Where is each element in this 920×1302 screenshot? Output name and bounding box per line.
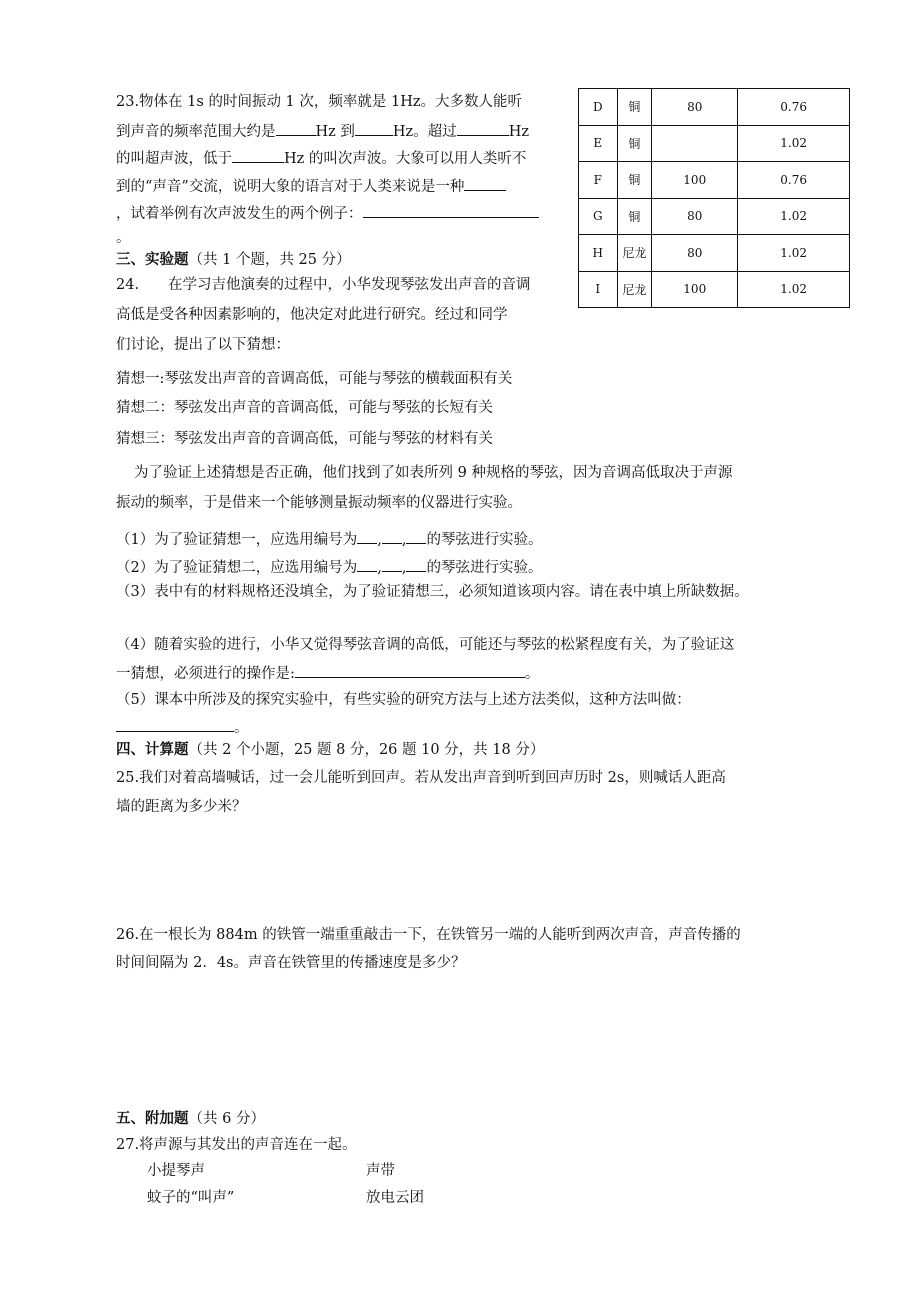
q24-sub2-blank-2[interactable] (382, 556, 402, 572)
q24-sub4-blank[interactable] (295, 662, 525, 678)
q25-line1: 25.我们对着高墙喊话，过一会儿能听到回声。若从发出声音到听到回声历时 2s，则喊话人距高 (116, 770, 726, 786)
table-cell-area: 1.02 (738, 198, 850, 235)
q24-text: （2）为了验证猜想二，应选用编号为 (116, 560, 358, 576)
q24-guess2: 猜想二：琴弦发出声音的音调高低，可能与琴弦的长短有关 (116, 400, 493, 416)
q23-text: 的叫超声波，低于 (116, 151, 232, 167)
q24-sub2-blank-1[interactable] (357, 556, 377, 572)
q23-blank-examples[interactable] (363, 202, 539, 218)
table-cell-length-empty[interactable] (652, 125, 738, 162)
table-cell-material: 尼龙 (617, 235, 652, 272)
q23-line5 (116, 202, 539, 224)
table-row (579, 235, 850, 272)
table-cell-material: 尼龙 (617, 271, 652, 308)
section-title: 三、实验题 (116, 251, 189, 268)
comma: , (401, 532, 407, 548)
q24-sub4-line1: （4）随着实验的进行，小华又觉得琴弦音调的高低，可能还与琴弦的松紧程度有关，为了验证这 (116, 637, 735, 653)
table-cell-id: I (579, 271, 618, 308)
q24-text: 的琴弦进行实验。 (426, 560, 543, 576)
q24-line3: 们讨论，提出了以下猜想： (116, 337, 290, 353)
q24-text: 的琴弦进行实验。 (426, 532, 543, 548)
q27-source-1: 小提琴声 (147, 1163, 205, 1179)
q23-line3 (116, 147, 526, 169)
q24-text: 。 (524, 666, 540, 682)
q24-guess1: 猜想一:琴弦发出声音的音调高低，可能与琴弦的横载面积有关 (116, 371, 513, 387)
table-cell-length: 80 (652, 235, 738, 272)
q23-text: ，试着举例有次声波发生的两个例子： (116, 206, 363, 222)
table-cell-area: 1.02 (738, 235, 850, 272)
q23-blank-infrasound[interactable] (232, 147, 284, 163)
table-cell-area: 1.02 (738, 125, 850, 162)
q24-sub1-blank-3[interactable] (406, 528, 426, 544)
q23-line4 (116, 175, 506, 197)
table-cell-length: 100 (652, 271, 738, 308)
table-cell-material: 铜 (617, 198, 652, 235)
q24-sub5-line2 (116, 716, 249, 738)
q23-line1: 23.物体在 1s 的时间振动 1 次，频率就是 1Hz。大多数人能听 (116, 94, 523, 110)
q24-para-line2: 振动的频率，于是借来一个能够测量振动频率的仪器进行实验。 (116, 495, 522, 511)
section-note: （共 1 个题，共 25 分） (188, 252, 351, 268)
q24-para-line1: 为了验证上述猜想是否正确，他们找到了如表所列 9 种规格的琴弦，因为音调高低取决于声源 (134, 465, 733, 481)
table-cell-area: 0.76 (738, 89, 850, 126)
section-5-heading (116, 1109, 265, 1129)
q24-guess3: 猜想三：琴弦发出声音的音调高低，可能与琴弦的材料有关 (116, 431, 493, 447)
string-spec-table (578, 88, 850, 308)
q24-text: 。 (234, 720, 249, 736)
q24-sub5-blank[interactable] (116, 716, 234, 732)
q24-sub2-blank-3[interactable] (406, 556, 426, 572)
table-cell-length: 80 (652, 198, 738, 235)
q24-line2: 高低是受各种因素影响的，他决定对此进行研究。经过和同学 (116, 307, 508, 323)
table-cell-id: F (579, 162, 618, 199)
q26-line1: 26.在一根长为 884m 的铁管一端重重敲击一下，在铁管另一端的人能听到两次声音，声音传播的 (116, 927, 741, 943)
table-row (579, 162, 850, 199)
table-cell-area: 0.76 (738, 162, 850, 199)
q27-sound-2: 放电云团 (366, 1190, 424, 1206)
q23-blank-ultrasound[interactable] (457, 120, 509, 136)
section-3-heading (116, 250, 351, 270)
table-cell-id: H (579, 235, 618, 272)
table-cell-material: 铜 (617, 162, 652, 199)
q23-text: 到的“声音”交流，说明大象的语言对于人类来说是一种 (116, 179, 465, 195)
q23-text: Hz (508, 124, 529, 140)
q24-sub4-line2 (116, 662, 539, 684)
table-cell-material: 铜 (617, 125, 652, 162)
q27-line1: 27.将声源与其发出的声音连在一起。 (116, 1137, 357, 1153)
table-row (579, 89, 850, 126)
q24-sub1-blank-2[interactable] (382, 528, 402, 544)
comma: , (401, 560, 407, 576)
comma: , (377, 560, 382, 576)
table-cell-id: G (579, 198, 618, 235)
section-note: （共 2 个小题，25 题 8 分，26 题 10 分，共 18 分） (188, 742, 545, 758)
q24-sub5-line1: （5）课本中所涉及的探究实验中，有些实验的研究方法与上述方法类似，这种方法叫做： (116, 692, 691, 708)
q24-text: （1）为了验证猜想一，应选用编号为 (116, 532, 358, 548)
table-row (579, 198, 850, 235)
q23-blank-low-freq[interactable] (276, 120, 316, 136)
q23-text: 到声音的频率范围大约是 (116, 124, 276, 140)
table-cell-id: D (579, 89, 618, 126)
table-cell-length: 100 (652, 162, 738, 199)
table-cell-area: 1.02 (738, 271, 850, 308)
q23-text: Hz 的叫次声波。大象可以用人类听不 (284, 151, 527, 167)
q26-line2: 时间间隔为 2．4s。声音在铁管里的传播速度是多少？ (116, 955, 466, 971)
q27-source-2: 蚊子的“叫声” (147, 1190, 235, 1206)
table-row (579, 271, 850, 308)
q24-sub2 (116, 556, 542, 578)
q24-line1: 24. 在学习吉他演奏的过程中，小华发现琴弦发出声音的音调 (116, 277, 531, 293)
q23-blank-high-freq[interactable] (355, 120, 393, 136)
q24-sub3: （3）表中有的材料规格还没填全，为了验证猜想三，必须知道该项内容。请在表中填上所缺数据。 (116, 584, 749, 600)
section-title: 五、附加题 (116, 1110, 189, 1127)
table-row (579, 125, 850, 162)
q24-sub1 (116, 528, 542, 550)
q23-line2 (116, 120, 529, 142)
table-cell-material: 铜 (617, 89, 652, 126)
q23-text: Hz 到 (315, 124, 355, 140)
q24-sub1-blank-1[interactable] (357, 528, 377, 544)
q23-blank-sound-type[interactable] (464, 175, 506, 191)
q23-text: Hz。超过 (392, 124, 457, 140)
q24-text: 一猜想，必须进行的操作是: (116, 666, 295, 682)
section-4-heading (116, 740, 544, 760)
table-cell-length: 80 (652, 89, 738, 126)
section-note: （共 6 分） (188, 1111, 265, 1127)
table-cell-id: E (579, 125, 618, 162)
q27-sound-1: 声带 (366, 1163, 395, 1179)
q23-line6: 。 (116, 230, 131, 246)
section-title: 四、计算题 (116, 741, 189, 758)
q25-line2: 墙的距离为多少米？ (116, 799, 247, 815)
comma: , (377, 532, 382, 548)
